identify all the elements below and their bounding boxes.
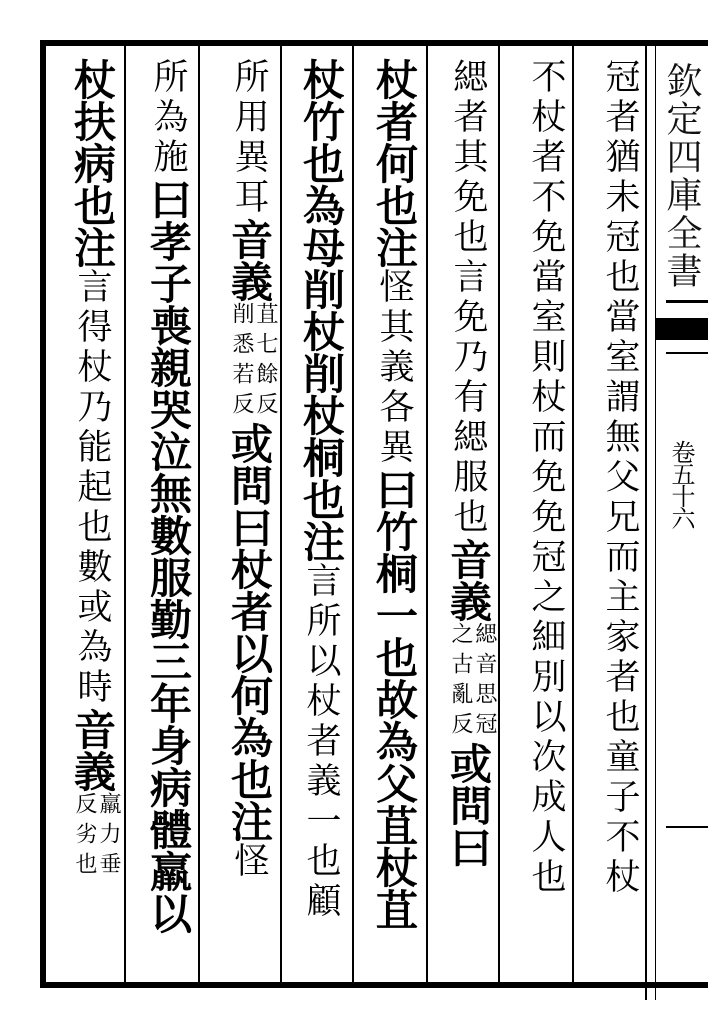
commentary-text: 言所以杖者義一也顧	[301, 562, 341, 922]
text-column-7	[132, 58, 196, 934]
commentary-text: 怪	[229, 842, 269, 882]
column-rule	[572, 46, 574, 982]
column-rule	[426, 46, 428, 982]
commentary-text: 不杖者不免當室則杖而免免冠之細別以次成人也	[526, 58, 566, 898]
main-text: 音義	[68, 708, 117, 792]
column-rule	[352, 46, 354, 982]
commentary-text: 冠者猶未冠也當室謂無父兄而主家者也童子不杖	[600, 58, 640, 898]
text-column-3	[436, 58, 496, 868]
annotation-line: 緦音思冠	[472, 622, 497, 742]
text-column-2	[514, 58, 570, 898]
interlinear-annotation	[229, 302, 277, 422]
main-text: 或問曰杖者以何為也注	[225, 422, 274, 842]
text-column-1	[588, 58, 644, 898]
annotation-line: 苴七餘反	[253, 302, 278, 422]
column-rule	[280, 46, 282, 982]
margin-rule	[645, 40, 647, 1000]
annotation-line: 削悉若反	[229, 302, 254, 422]
column-rule	[198, 46, 200, 982]
margin-rule	[655, 40, 656, 1000]
margin-divider	[666, 826, 708, 828]
text-column-8	[56, 58, 120, 882]
interlinear-annotation	[448, 622, 496, 742]
text-column-6	[205, 58, 277, 882]
column-rule	[124, 46, 126, 982]
book-title: 欽定四庫全書	[661, 62, 702, 290]
commentary-text: 怪其義各異	[374, 268, 414, 468]
interlinear-annotation	[72, 792, 120, 882]
annotation-line: 反劣也	[72, 792, 97, 882]
main-text: 或問曰	[444, 742, 493, 868]
text-column-4	[360, 58, 422, 930]
fishtail-mark	[655, 318, 708, 340]
main-text: 杖者何也注	[370, 58, 419, 268]
column-rule	[498, 46, 500, 982]
fishtail-line	[666, 352, 708, 354]
text-column-5	[287, 58, 349, 922]
main-text: 曰竹桐一也故為父苴杖苴	[370, 468, 419, 930]
volume-number: 卷五十六	[667, 440, 695, 528]
main-text: 音義	[225, 218, 274, 302]
commentary-text: 所用異耳	[229, 58, 269, 218]
commentary-text: 所為施	[148, 58, 188, 178]
commentary-text: 言得杖乃能起也數或為時	[72, 268, 112, 708]
fishtail-line	[666, 300, 708, 303]
commentary-text: 緦者其免也言免乃有緦服也	[448, 58, 488, 538]
annotation-line: 之古亂反	[448, 622, 473, 742]
main-text: 曰孝子喪親哭泣無數服勤三年身病體羸以	[144, 178, 193, 934]
main-text: 音義	[444, 538, 493, 622]
annotation-line: 羸力垂	[96, 792, 121, 882]
main-text: 杖扶病也注	[68, 58, 117, 268]
main-text: 杖竹也為母削杖削杖桐也注	[297, 58, 346, 562]
